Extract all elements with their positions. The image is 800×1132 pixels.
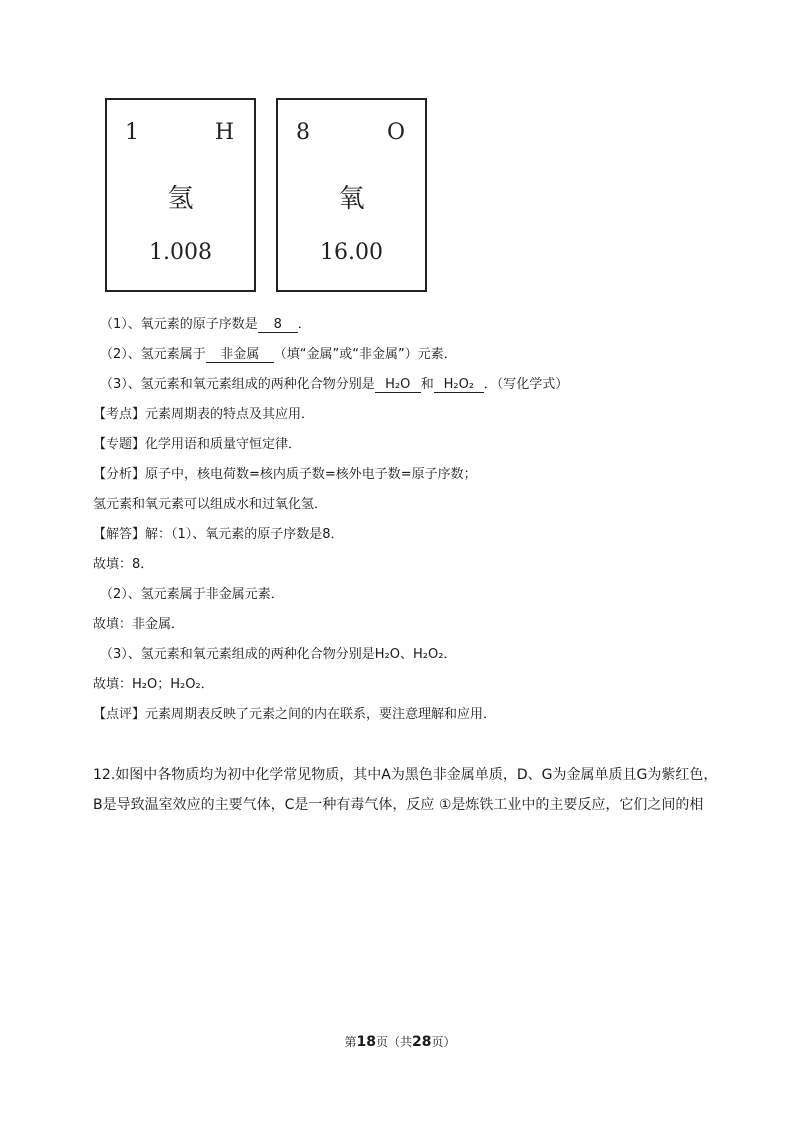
page-number: 18 (356, 1034, 376, 1050)
jieda-line: 【解答】解：（1）、氧元素的原子序数是8． (93, 527, 344, 542)
hydrogen-atomic-number: 1 (125, 120, 139, 145)
hydrogen-symbol: H (214, 120, 234, 145)
kaodian-line: 【考点】元素周期表的特点及其应用． (93, 407, 315, 422)
hydrogen-atomic-mass: 1.008 (149, 240, 212, 265)
oxygen-atomic-number: 8 (296, 120, 310, 145)
footer-post: 页） (431, 1035, 456, 1049)
fill-line-1: 故填：8． (93, 557, 154, 572)
fill-line-3: 故填：H₂O；H₂O₂． (93, 677, 214, 692)
question-1-text: （1）、氧元素的原子序数是 (100, 317, 258, 332)
question-1-suffix: ． (297, 317, 311, 332)
footer-pre: 第 (344, 1035, 357, 1049)
fill-line-2: 故填：非金属． (93, 617, 185, 632)
question-3-answer-1: H₂O (375, 377, 421, 393)
question-3-answer-2: H₂O₂ (434, 377, 484, 393)
zhuanti-line: 【专题】化学用语和质量守恒定律． (93, 437, 302, 452)
page-total: 28 (412, 1034, 432, 1050)
solution-2-line: （2）、氢元素属于非金属元素． (100, 587, 284, 602)
question-3-suffix: ．（写化学式） (483, 377, 569, 392)
question-3-mid: 和 (420, 377, 434, 392)
oxygen-card (276, 98, 427, 292)
dianping-line: 【点评】元素周期表反映了元素之间的内在联系，要注意理解和应用． (93, 707, 497, 722)
hydrogen-card (105, 98, 256, 292)
question-1-answer: 8 (258, 317, 298, 333)
fenxi-line-2: 氢元素和氧元素可以组成水和过氧化氢． (93, 497, 328, 512)
question-3 (100, 376, 568, 394)
fenxi-line: 【分析】原子中，核电荷数=核内质子数=核外电子数=原子序数； (93, 467, 477, 482)
question-2-answer: 非金属 (206, 347, 274, 363)
element-cards (0, 0, 800, 300)
hydrogen-name: 氢 (167, 184, 194, 214)
question-2 (100, 346, 457, 364)
oxygen-symbol: O (386, 120, 405, 145)
page-footer (0, 1033, 800, 1050)
question-2-text: （2）、氢元素属于 (100, 347, 206, 362)
oxygen-atomic-mass: 16.00 (320, 240, 383, 265)
question-12-line-1: 12.如图中各物质均为初中化学常见物质，其中A为黑色非金属单质，D、G为金属单质且G为紫红色， (93, 767, 718, 783)
solution-3-line: （3）、氢元素和氧元素组成的两种化合物分别是H₂O、H₂O₂． (100, 647, 457, 662)
oxygen-name: 氧 (338, 184, 365, 214)
question-2-suffix: （填“金属”或“非金属”）元素． (273, 347, 457, 362)
question-1 (100, 316, 311, 334)
question-12-line-2: B是导致温室效应的主要气体，C是一种有毒气体，反应 ①是炼铁工业中的主要反应，它们之间的相 (93, 797, 704, 813)
question-3-text: （3）、氢元素和氧元素组成的两种化合物分别是 (100, 377, 375, 392)
footer-mid: 页（共 (375, 1035, 412, 1049)
